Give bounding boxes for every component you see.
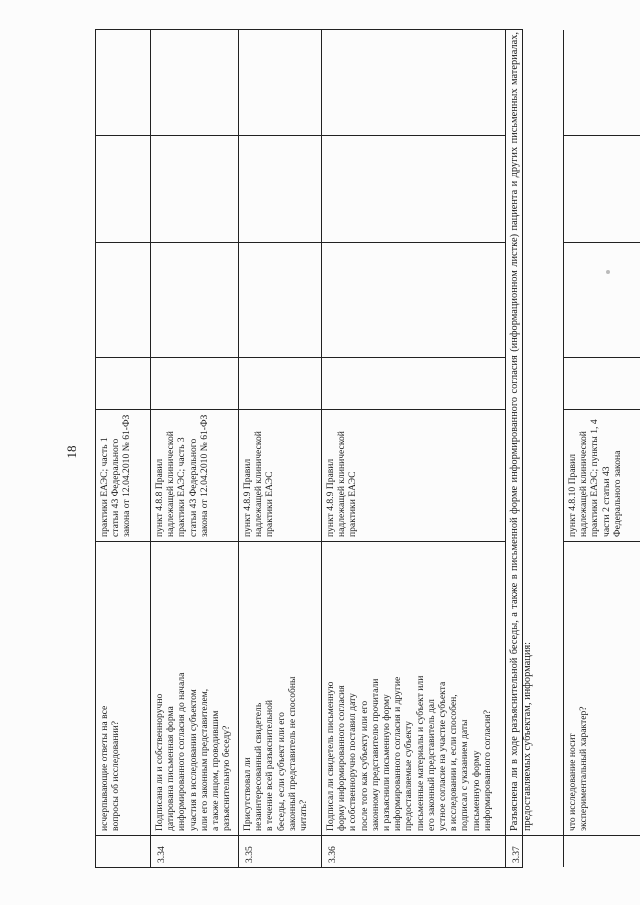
- reference-line: части 2 статьи 43: [600, 466, 612, 537]
- question-line: в исследовании и, если способен,: [448, 694, 460, 831]
- reference-cell: [322, 409, 505, 541]
- question-line: разъяснительную беседу?: [221, 725, 233, 831]
- question-line: информированного согласия и другие: [392, 676, 404, 831]
- question-line: беседы, если субъект или его: [275, 712, 287, 831]
- row-number-cell: [506, 835, 563, 867]
- empty-cell: [96, 135, 150, 242]
- question-line: Подписана ли и собственноручно: [154, 693, 165, 831]
- empty-cell: [151, 135, 238, 242]
- reference-line: пункт 4.8.10 Правил: [567, 453, 578, 537]
- question-line: незаинтересованный свидетель: [253, 702, 265, 831]
- reference-line: пункт 4.8.8 Правил: [154, 458, 165, 537]
- reference-cell: [564, 409, 640, 541]
- question-line: Присутствовал ли: [242, 757, 253, 831]
- empty-cell: [239, 357, 321, 409]
- empty-cell: [564, 357, 640, 409]
- reference-line: практики ЕАЭС; часть 1: [99, 437, 110, 537]
- question-cell: [239, 541, 321, 835]
- scan-speck: [606, 270, 610, 274]
- reference-line: Федерального закона: [611, 450, 623, 537]
- table-row: [322, 30, 506, 867]
- question-line: подписал с указанием даты: [459, 719, 471, 831]
- table-row: [96, 30, 151, 867]
- reference-cell: [96, 409, 150, 541]
- question-line: датирована письменная форма: [165, 706, 177, 831]
- question-line: Подписал ли свидетель письменную: [325, 681, 336, 831]
- question-line: участия в исследовании субъектом: [187, 689, 199, 831]
- question-cell: [322, 541, 505, 835]
- reference-line: статьи 43 Федерального: [110, 438, 122, 537]
- question-line: его законный представитель дал: [425, 699, 437, 831]
- question-line: законный представитель не способны: [286, 676, 298, 831]
- empty-cell: [151, 28, 238, 135]
- checklist-table: [95, 29, 623, 868]
- question-line: законному представителю прочитали: [369, 678, 381, 831]
- section-heading-cell: Разъяснена ли в ходе разъяснительной беседы, а также в письменной форме информированного согласия (информационном листке) пациента и других письменных материалах, предоставляемых субъектам, информация:: [509, 32, 533, 831]
- reference-line: надлежащей клинической: [253, 431, 265, 537]
- table-row: [506, 30, 564, 867]
- row-number-cell: [322, 835, 505, 867]
- question-line: форму информированного согласия: [336, 685, 348, 831]
- question-line: информированного согласия?: [481, 710, 493, 831]
- row-number-cell: [96, 835, 150, 867]
- question-line: и разъяснили письменную форму: [381, 694, 393, 831]
- row-number: 3.37: [511, 846, 522, 863]
- row-number-cell: [151, 835, 238, 867]
- question-line: после того как субъекту или его: [358, 700, 370, 831]
- question-line: предоставляемые субъекту: [403, 721, 415, 831]
- reference-line: надлежащей клинической: [165, 431, 177, 537]
- question-cell: [151, 541, 238, 835]
- reference-line: пункт 4.8.9 Правил: [242, 458, 253, 537]
- question-line: письменные материалы и субъект или: [414, 675, 426, 831]
- empty-cell: [239, 242, 321, 357]
- table-row: [151, 30, 239, 867]
- question-line: читать?: [298, 799, 310, 831]
- empty-cell: [151, 242, 238, 357]
- question-line: письменную форму: [470, 750, 482, 831]
- reference-line: закона от 12.04.2010 № 61-ФЗ: [198, 414, 210, 537]
- row-number-cell: [239, 835, 321, 867]
- empty-cell: [96, 357, 150, 409]
- reference-line: закона от 12.04.2010 № 61-ФЗ: [121, 414, 133, 537]
- question-line: экспериментальный характер?: [578, 706, 590, 831]
- row-number: 3.36: [327, 846, 338, 863]
- empty-cell: [239, 135, 321, 242]
- empty-cell: [96, 242, 150, 357]
- reference-cell: [239, 409, 321, 541]
- question-line: исчерпывающие ответы на все: [99, 705, 110, 831]
- row-number-cell: [564, 835, 640, 867]
- empty-cell: [322, 135, 505, 242]
- empty-cell: [239, 28, 321, 135]
- empty-cell: [96, 28, 150, 135]
- question-line: или его законным представителем,: [198, 688, 210, 831]
- empty-cell: [322, 357, 505, 409]
- reference-line: статьи 43 Федерального: [187, 438, 199, 537]
- empty-cell: [564, 242, 640, 357]
- empty-cell: [564, 135, 640, 242]
- question-line: в течение всей разъяснительной: [264, 699, 276, 831]
- row-number: 3.34: [156, 846, 167, 863]
- table-row: [564, 30, 640, 867]
- question-line: что исследование носит: [567, 733, 578, 831]
- question-line: устное согласие на участие субъекта: [437, 681, 449, 831]
- empty-cell: [322, 242, 505, 357]
- reference-line: практики ЕАЭС; часть 3: [176, 437, 188, 537]
- page-number: 18: [64, 445, 79, 459]
- row-number: 3.35: [244, 846, 255, 863]
- reference-line: надлежащей клинической: [578, 431, 590, 537]
- question-line: а также лицом, проводившим: [210, 710, 222, 831]
- reference-line: практики ЕАЭС: [347, 471, 359, 537]
- reference-cell: [151, 409, 238, 541]
- table-row: [239, 30, 322, 867]
- reference-line: надлежащей клинической: [336, 431, 348, 537]
- reference-line: практики ЕАЭС; пункты 1, 4: [589, 419, 601, 537]
- empty-cell: [322, 28, 505, 135]
- question-line: и собственноручно поставил дату: [347, 693, 359, 831]
- reference-line: пункт 4.8.9 Правил: [325, 458, 336, 537]
- reference-line: практики ЕАЭС: [264, 471, 276, 537]
- question-cell: [564, 541, 640, 835]
- question-cell: [96, 541, 150, 835]
- empty-cell: [564, 28, 640, 135]
- empty-cell: [151, 357, 238, 409]
- question-line: вопросы об исследовании?: [110, 721, 122, 831]
- question-line: информированного согласия до начала: [176, 672, 188, 831]
